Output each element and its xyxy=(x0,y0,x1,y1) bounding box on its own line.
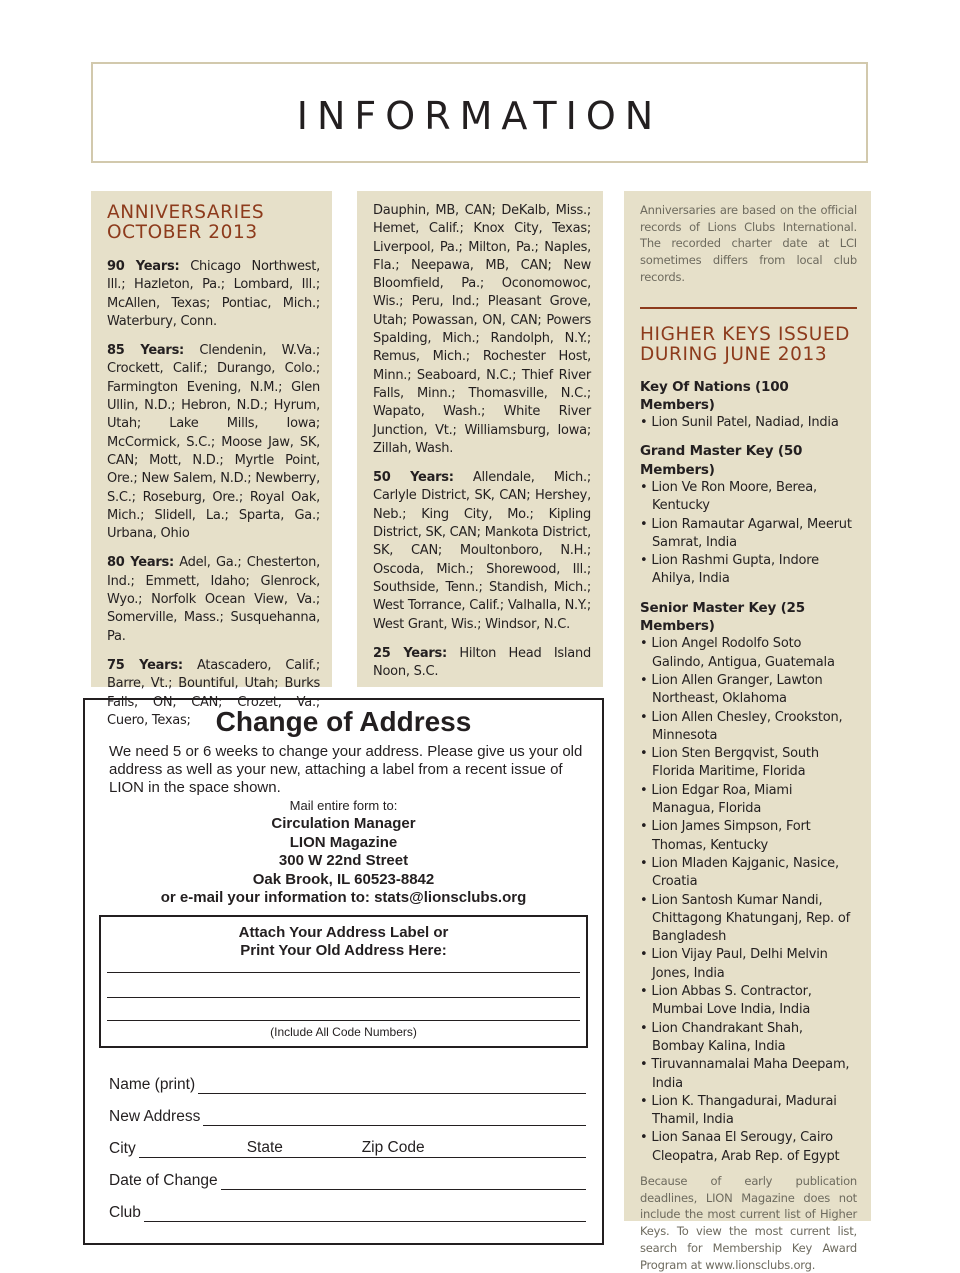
anniversaries-continued-panel xyxy=(357,191,603,687)
anniversary-80 xyxy=(107,554,320,645)
list-item: • Lion Vijay Paul, Delhi Melvin Jones, India xyxy=(640,946,857,983)
city-label: City xyxy=(109,1140,136,1157)
anniversary-50 xyxy=(373,469,591,634)
anniversaries-title xyxy=(107,203,320,243)
higher-keys-panel xyxy=(624,191,871,1272)
anniversaries-note: Anniversaries are based on the official records of Lions Clubs International. The recorded charter date at LCI sometimes differs from local club records. xyxy=(640,203,857,284)
list-item: • Lion Sten Bergqvist, South Florida Maritime, Florida xyxy=(640,745,857,782)
years-label: 90 Years: xyxy=(107,259,180,274)
club-list: Adel, Ga.; Chesterton, Ind.; Emmett, Idaho; Glenrock, Wyo.; Norfolk Ocean View, Va.; Somerville, Mass.; Susquehanna, Pa. xyxy=(107,555,321,644)
new-address-field xyxy=(109,1104,586,1126)
mail-label: Mail entire form to: xyxy=(289,798,398,813)
label-box-note: (Include All Code Numbers) xyxy=(270,1025,417,1039)
years-label: 75 Years: xyxy=(107,657,183,673)
higher-keys-title xyxy=(640,325,857,365)
club-list: Clendenin, W.Va.; Crockett, Calif.; Durango, Colo.; Farmington Evening, N.M.; Glen Ullin, N.D.; Hebron, N.D.; Hyrum, Utah; Lake Mills, Iowa; McCormick, S.C.; Moose Jaw, SK, CAN; Mott, N.D.; Myrtle Point, Ore.; New Salem, N.D.; Newberry, S.C.; Roseburg, Ore.; Royal Oak, Mich.; Slidell, La.; Sparta, Ga.; Urbana, Ohio xyxy=(107,343,320,542)
magazine-name: LION Magazine xyxy=(289,833,398,851)
form-intro: We need 5 or 6 weeks to change your address. Please give us your old address as well as your new, attaching a label from a recent issue of LION in the space shown. xyxy=(109,743,583,796)
label-box-title xyxy=(101,924,586,960)
city-state-zip-field xyxy=(109,1136,586,1158)
key-recipient-list xyxy=(640,414,857,432)
mailing-address xyxy=(85,815,602,908)
club-label: Club xyxy=(109,1204,141,1221)
club-list: Allendale, Mich.; Carlyle District, SK, CAN; Hershey, Neb.; King City, Mo.; Kipling District, SK, CAN; Mankota District, SK, CAN; Moultonboro, N.H.; Oscoda, Mich.; Shorewood, Ill.; Southside, Tenn.; Standish, Mich.; West Torrance, Calif.; Valhalla, N.Y.; West Grant, Wis.; Windsor, N.C. xyxy=(373,470,591,632)
date-of-change-input-line[interactable] xyxy=(221,1173,586,1190)
label-box-title-line1: Attach Your Address Label or xyxy=(238,924,449,941)
list-item: • Lion Rashmi Gupta, Indore Ahilya, India xyxy=(640,552,857,589)
page-header xyxy=(91,62,868,163)
higher-keys-title-line2: DURING JUNE 2013 xyxy=(640,343,828,365)
list-item: • Lion Ve Ron Moore, Berea, Kentucky xyxy=(640,479,857,516)
new-address-label: New Address xyxy=(109,1108,201,1125)
list-item: • Lion K. Thangadurai, Madurai Thamil, India xyxy=(640,1093,857,1130)
years-label: 80 Years: xyxy=(107,555,174,571)
date-of-change-label: Date of Change xyxy=(109,1172,218,1189)
higher-keys-title-line1: HIGHER KEYS ISSUED xyxy=(640,323,851,345)
club-input-line[interactable] xyxy=(144,1205,586,1222)
name-label: Name (print) xyxy=(109,1076,196,1093)
list-item: • Lion Sunil Patel, Nadiad, India xyxy=(640,414,857,432)
page-title: INFORMATION xyxy=(296,93,663,138)
label-box-title-line2: Print Your Old Address Here: xyxy=(240,942,447,959)
city-state-zip: Oak Brook, IL 60523-8842 xyxy=(252,870,435,888)
list-item: • Lion Edgar Roa, Miami Managua, Florida xyxy=(640,782,857,819)
name-input-line[interactable] xyxy=(198,1077,586,1094)
key-group-title: Key Of Nations (100 Members) xyxy=(640,378,789,413)
club-field xyxy=(109,1200,586,1222)
state-label: State xyxy=(246,1139,283,1156)
zip-label: Zip Code xyxy=(361,1139,425,1156)
higher-keys-footer-note: Because of early publication deadlines, LION Magazine does not include the most current list of Higher Keys. To view the most current list, search for Membership Key Award Program at www.lionsclubs.org. xyxy=(640,1173,857,1272)
key-group-gap xyxy=(640,589,857,599)
years-label: 85 Years: xyxy=(107,343,185,359)
recipient: Circulation Manager xyxy=(271,815,416,832)
old-address-line-3[interactable] xyxy=(107,1020,580,1021)
club-list: Hilton Head Island Noon, S.C. xyxy=(373,645,591,680)
anniversaries-panel xyxy=(91,191,332,728)
key-recipient-list xyxy=(640,479,857,589)
list-item: • Lion James Simpson, Fort Thomas, Kentucky xyxy=(640,818,857,855)
list-item: • Tiruvannamalai Maha Deepam, India xyxy=(640,1056,857,1093)
anniversaries-title-line1: ANNIVERSARIES xyxy=(107,202,265,223)
change-of-address-form xyxy=(83,698,604,1245)
old-address-line-2[interactable] xyxy=(107,997,580,998)
key-group-title: Senior Master Key (25 Members) xyxy=(640,599,805,635)
list-item: • Lion Angel Rodolfo Soto Galindo, Antigua, Guatemala xyxy=(640,635,857,672)
club-list: Atascadero, Calif.; Barre, Vt.; Bountiful, Utah; Burks Falls, ON, CAN; Crozet, Va.; Cuero, Texas; xyxy=(107,657,321,728)
form-title: Change of Address xyxy=(215,706,472,737)
list-item: • Lion Ramautar Agarwal, Meerut Samrat, India xyxy=(640,516,857,553)
club-list: Chicago Northwest, Ill.; Hazleton, Pa.; Lombard, Ill.; McAllen, Texas; Pontiac, Mich.; Waterbury, Conn. xyxy=(107,259,320,329)
key-group-title: Grand Master Key (50 Members) xyxy=(640,443,803,478)
date-of-change-field xyxy=(109,1168,586,1190)
anniversary-25 xyxy=(373,645,591,682)
old-address-line-1[interactable] xyxy=(107,972,580,973)
years-label: 50 Years: xyxy=(373,470,454,486)
list-item: • Lion Mladen Kajganic, Nasice, Croatia xyxy=(640,855,857,892)
list-item: • Lion Abbas S. Contractor, Mumbai Love India, India xyxy=(640,983,857,1020)
list-item: • Lion Chandrakant Shah, Bombay Kalina, India xyxy=(640,1020,857,1057)
key-groups xyxy=(640,378,857,1166)
name-field xyxy=(109,1072,586,1094)
anniversary-90 xyxy=(107,258,320,331)
list-item: • Lion Santosh Kumar Nandi, Chittagong Khatunganj, Rep. of Bangladesh xyxy=(640,892,857,947)
key-group-gap xyxy=(640,432,857,442)
list-item: • Lion Sanaa El Serougy, Cairo Cleopatra, Arab Rep. of Egypt xyxy=(640,1129,857,1166)
anniversary-75-continued: Dauphin, MB, CAN; DeKalb, Miss.; Hemet, Calif.; Knox City, Texas; Liverpool, Pa.; Milton, Pa.; Naples, Fla.; Neepawa, MB, CAN; New Bloomfield, Pa.; Oconomowoc, Wis.; Peru, Ind.; Pleasant Grove, Utah; Powassan, ON, CAN; Powers Spalding, Mich.; Randolph, N.Y.; Remus, Mich.; Rochester Host, Minn.; Seaboard, N.C.; Thief River Falls, Minn.; Thomasville, N.C.; Wapato, Wash.; White River Junction, Vt.; Williamsburg, Iowa; Zillah, Wash. xyxy=(373,203,591,456)
section-divider xyxy=(640,307,857,309)
anniversaries-title-line2: OCTOBER 2013 xyxy=(107,222,258,243)
key-recipient-list xyxy=(640,635,857,1166)
anniversary-85 xyxy=(107,342,320,543)
street-address: 300 W 22nd Street xyxy=(278,852,409,869)
email-line: or e-mail your information to: stats@lionsclubs.org xyxy=(160,889,527,906)
list-item: • Lion Allen Granger, Lawton Northeast, Oklahoma xyxy=(640,672,857,709)
new-address-input-line[interactable] xyxy=(203,1109,586,1126)
address-label-box[interactable] xyxy=(99,915,588,1048)
list-item: • Lion Allen Chesley, Crookston, Minnesota xyxy=(640,709,857,746)
city-state-zip-input-line[interactable] xyxy=(139,1141,586,1158)
years-label: 25 Years: xyxy=(373,645,447,661)
